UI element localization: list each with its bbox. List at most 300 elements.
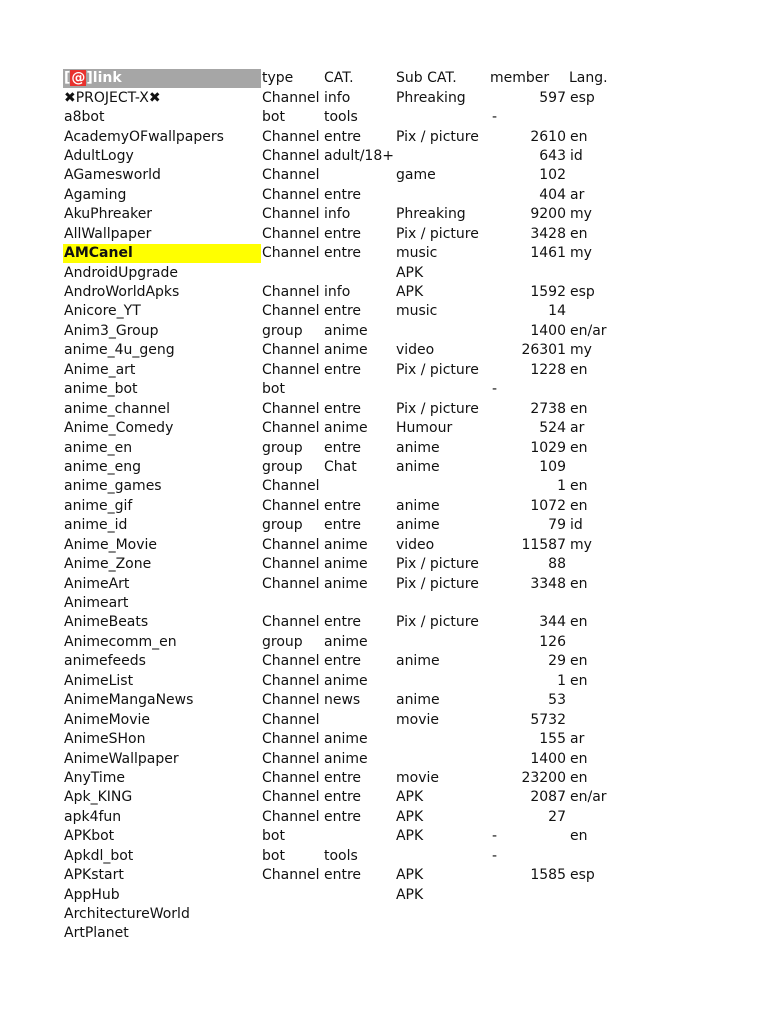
cell-subcat: Phreaking	[395, 89, 466, 106]
cell-type: Channel	[262, 89, 320, 106]
cell-lang	[568, 108, 618, 127]
cell-subcat: Phreaking	[395, 206, 466, 223]
table-row	[63, 536, 618, 555]
cell-member: -	[491, 847, 498, 864]
cell-cat	[323, 594, 395, 613]
cell-link: AnimeSHon	[64, 731, 146, 748]
cell-member	[487, 924, 568, 943]
cell-lang: en	[569, 400, 588, 417]
table-row	[63, 166, 618, 185]
cell-member: 1585	[530, 867, 566, 884]
cell-subcat: anime	[395, 692, 440, 709]
cell-cat: Chat	[324, 458, 357, 475]
cell-type: Channel	[262, 808, 320, 825]
cell-type	[261, 594, 323, 613]
cell-subcat: movie	[395, 711, 439, 728]
table-row	[63, 691, 618, 710]
cell-link: anime_gif	[64, 497, 133, 514]
cell-link: anime_en	[64, 439, 133, 456]
table-row	[63, 633, 618, 652]
cell-subcat: video	[395, 342, 435, 359]
cell-subcat: APK	[395, 808, 424, 825]
cell-type: bot	[262, 828, 285, 845]
cell-link: anime_4u_geng	[64, 342, 175, 359]
cell-cat	[323, 710, 395, 729]
table-row	[63, 108, 618, 127]
cell-link: anime_bot	[64, 381, 138, 398]
cell-subcat: Pix / picture	[395, 128, 479, 145]
header-link-prefix: [	[64, 70, 71, 87]
table-row	[63, 749, 618, 768]
cell-lang: en	[569, 653, 588, 670]
cell-subcat: APK	[395, 284, 424, 301]
cell-member: 2610	[530, 128, 566, 145]
cell-member: 26301	[521, 342, 566, 359]
cell-cat: entre	[324, 128, 362, 145]
cell-type: group	[262, 322, 303, 339]
cell-link: AGamesworld	[64, 167, 161, 184]
cell-type: bot	[262, 109, 285, 126]
cell-cat: tools	[324, 109, 358, 126]
cell-link: AndroidUpgrade	[64, 264, 178, 281]
cell-member: 23200	[521, 769, 566, 786]
cell-link: Anime_art	[64, 361, 136, 378]
cell-subcat: Pix / picture	[395, 361, 479, 378]
cell-member: 29	[548, 653, 566, 670]
header-lang: Lang.	[568, 70, 608, 87]
cell-type: Channel	[262, 653, 320, 670]
cell-cat: anime	[324, 575, 368, 592]
cell-subcat	[395, 594, 487, 613]
cell-link: Animecomm_en	[64, 633, 177, 650]
cell-member	[487, 263, 568, 282]
cell-type: Channel	[262, 769, 320, 786]
cell-link: Anim3_Group	[64, 322, 159, 339]
cell-type: group	[262, 439, 303, 456]
table-row	[63, 847, 618, 866]
cell-lang: my	[569, 342, 592, 359]
cell-type: Channel	[262, 614, 320, 631]
cell-lang: en	[569, 128, 588, 145]
cell-subcat: Pix / picture	[395, 225, 479, 242]
cell-cat	[323, 924, 395, 943]
cell-link: AllWallpaper	[64, 225, 152, 242]
cell-member: 597	[539, 89, 566, 106]
cell-link: anime_channel	[64, 400, 170, 417]
cell-subcat	[395, 322, 487, 341]
cell-member: 27	[548, 808, 566, 825]
cell-link: ArchitectureWorld	[64, 906, 190, 923]
cell-lang	[568, 594, 618, 613]
cell-type: bot	[262, 847, 285, 864]
cell-type: Channel	[262, 711, 320, 728]
cell-cat: anime	[324, 750, 368, 767]
cell-link: AnimeBeats	[64, 614, 149, 631]
cell-type: Channel	[262, 497, 320, 514]
cell-link: apk4fun	[64, 808, 122, 825]
cell-cat: anime	[324, 536, 368, 553]
cell-subcat: movie	[395, 769, 439, 786]
table-row	[63, 788, 618, 807]
cell-subcat: Pix / picture	[395, 556, 479, 573]
table-row	[63, 147, 618, 166]
cell-link: ArtPlanet	[64, 925, 129, 942]
cell-link: AkuPhreaker	[64, 206, 153, 223]
cell-type: Channel	[262, 478, 320, 495]
header-link	[63, 69, 261, 88]
table-row	[63, 613, 618, 632]
cell-lang	[568, 885, 618, 904]
cell-link: ✖PROJECT-X✖	[64, 89, 161, 106]
cell-cat: anime	[324, 342, 368, 359]
cell-lang: ar	[569, 420, 585, 437]
cell-link: Apk_KING	[64, 789, 133, 806]
cell-member: 79	[548, 517, 566, 534]
cell-member: 53	[548, 692, 566, 709]
cell-member: 344	[539, 614, 566, 631]
cell-member: 1592	[530, 284, 566, 301]
table-row	[63, 730, 618, 749]
cell-cat: entre	[324, 867, 362, 884]
cell-lang: en/ar	[569, 789, 607, 806]
cell-cat: entre	[324, 614, 362, 631]
header-cat: CAT.	[324, 70, 354, 87]
cell-lang: en	[569, 828, 588, 845]
cell-link: Anime_Movie	[64, 536, 158, 553]
cell-link: AnyTime	[64, 769, 125, 786]
cell-cat: anime	[324, 420, 368, 437]
table-row	[63, 594, 618, 613]
cell-link: AndroWorldApks	[64, 284, 180, 301]
cell-subcat: anime	[395, 653, 440, 670]
cell-type: Channel	[262, 867, 320, 884]
cell-link: AnimeWallpaper	[64, 750, 179, 767]
cell-type: Channel	[262, 575, 320, 592]
cell-lang	[568, 380, 618, 399]
table-row	[63, 127, 618, 146]
cell-member: 88	[548, 556, 566, 573]
cell-type: Channel	[262, 342, 320, 359]
table-row	[63, 497, 618, 516]
cell-member: 126	[539, 633, 566, 650]
cell-subcat	[395, 108, 487, 127]
cell-cat: entre	[324, 808, 362, 825]
cell-cat: entre	[324, 303, 362, 320]
cell-subcat: APK	[395, 886, 424, 903]
cell-cat: entre	[324, 225, 362, 242]
cell-lang: en	[569, 575, 588, 592]
table-row	[63, 458, 618, 477]
cell-subcat: music	[395, 303, 438, 320]
header-member: member	[489, 70, 550, 87]
cell-type: group	[262, 458, 303, 475]
cell-member: -	[491, 109, 498, 126]
cell-type: group	[262, 633, 303, 650]
cell-link: Apkdl_bot	[64, 847, 134, 864]
cell-cat	[323, 477, 395, 496]
table-row	[63, 225, 618, 244]
table-row	[63, 516, 618, 535]
cell-type: Channel	[262, 672, 320, 689]
table-row	[63, 477, 618, 496]
cell-type: Channel	[262, 167, 320, 184]
cell-lang	[568, 808, 618, 827]
cell-link: APKbot	[64, 828, 115, 845]
cell-subcat	[395, 847, 487, 866]
cell-member	[487, 594, 568, 613]
table-row	[63, 905, 618, 924]
cell-type: Channel	[262, 731, 320, 748]
cell-cat: entre	[324, 186, 362, 203]
table-row	[63, 205, 618, 224]
cell-subcat: Humour	[395, 420, 453, 437]
table-row	[63, 283, 618, 302]
cell-link: Anime_Zone	[64, 556, 152, 573]
cell-cat: anime	[324, 633, 368, 650]
cell-member: 1228	[530, 361, 566, 378]
table-row	[63, 574, 618, 593]
cell-subcat: anime	[395, 439, 440, 456]
cell-link: Anicore_YT	[64, 303, 141, 320]
cell-member: 5732	[530, 711, 566, 728]
cell-type: Channel	[262, 303, 320, 320]
cell-member: 643	[539, 147, 566, 164]
cell-cat: info	[324, 206, 351, 223]
cell-member: 11587	[521, 536, 566, 553]
cell-type: Channel	[262, 186, 320, 203]
cell-lang: en	[569, 478, 588, 495]
table-row	[63, 399, 618, 418]
cell-lang	[568, 166, 618, 185]
cell-lang	[568, 263, 618, 282]
cell-link: anime_eng	[64, 458, 141, 475]
cell-cat: entre	[324, 245, 362, 262]
table-row	[63, 419, 618, 438]
table-row	[63, 438, 618, 457]
cell-lang: en/ar	[569, 322, 607, 339]
cell-subcat: APK	[395, 789, 424, 806]
table-row	[63, 652, 618, 671]
cell-link: animefeeds	[64, 653, 146, 670]
cell-lang: my	[569, 206, 592, 223]
cell-lang: en	[569, 769, 588, 786]
cell-type: group	[262, 517, 303, 534]
cell-type	[261, 905, 323, 924]
cell-type: Channel	[262, 206, 320, 223]
table-row	[63, 380, 618, 399]
cell-subcat	[395, 477, 487, 496]
cell-subcat: APK	[395, 828, 424, 845]
cell-cat: entre	[324, 439, 362, 456]
cell-member: 3348	[530, 575, 566, 592]
cell-subcat: anime	[395, 458, 440, 475]
cell-subcat: APK	[395, 867, 424, 884]
cell-lang: esp	[569, 89, 595, 106]
cell-cat: adult/18+	[324, 147, 394, 164]
cell-cat: tools	[324, 847, 358, 864]
cell-type: Channel	[262, 128, 320, 145]
cell-lang	[568, 302, 618, 321]
cell-link: AppHub	[64, 886, 120, 903]
table-row	[63, 710, 618, 729]
cell-member: 404	[539, 186, 566, 203]
cell-cat: entre	[324, 400, 362, 417]
cell-cat: entre	[324, 517, 362, 534]
cell-link: AcademyOFwallpapers	[64, 128, 224, 145]
cell-link: APKstart	[64, 867, 124, 884]
cell-lang	[568, 847, 618, 866]
cell-type: bot	[262, 381, 285, 398]
cell-cat: anime	[324, 556, 368, 573]
cell-type: Channel	[262, 692, 320, 709]
table-row	[63, 244, 618, 263]
cell-subcat: anime	[395, 497, 440, 514]
cell-member: 155	[539, 731, 566, 748]
cell-cat: anime	[324, 322, 368, 339]
cell-member: 3428	[530, 225, 566, 242]
cell-lang: ar	[569, 731, 585, 748]
cell-member: 2738	[530, 400, 566, 417]
cell-member: 1400	[530, 750, 566, 767]
cell-lang	[568, 458, 618, 477]
cell-member	[487, 905, 568, 924]
table-row	[63, 769, 618, 788]
table-row	[63, 322, 618, 341]
cell-lang	[568, 924, 618, 943]
header-link-at: @	[71, 70, 86, 87]
header-type: type	[262, 70, 294, 87]
header-link-suffix: ]link	[86, 70, 122, 87]
cell-subcat	[395, 730, 487, 749]
cell-subcat	[395, 380, 487, 399]
cell-type: Channel	[262, 245, 320, 262]
cell-type: Channel	[262, 147, 320, 164]
cell-cat: entre	[324, 361, 362, 378]
table-row	[63, 341, 618, 360]
cell-link: Animeart	[64, 595, 129, 612]
cell-subcat: Pix / picture	[395, 400, 479, 417]
table-row	[63, 555, 618, 574]
table-row	[63, 924, 618, 943]
cell-subcat	[395, 924, 487, 943]
cell-cat	[323, 166, 395, 185]
cell-lang: esp	[569, 867, 595, 884]
cell-type: Channel	[262, 400, 320, 417]
cell-lang: en	[569, 672, 588, 689]
cell-subcat	[395, 672, 487, 691]
cell-subcat	[395, 749, 487, 768]
cell-cat: entre	[324, 769, 362, 786]
cell-member: -	[491, 828, 498, 845]
cell-type	[261, 924, 323, 943]
cell-link: anime_games	[64, 478, 162, 495]
cell-type: Channel	[262, 556, 320, 573]
table-row	[63, 361, 618, 380]
cell-cat: entre	[324, 497, 362, 514]
table-row	[63, 263, 618, 282]
header-row	[63, 69, 618, 88]
cell-link: Agaming	[64, 186, 127, 203]
cell-member: 1	[557, 478, 566, 495]
table-row	[63, 827, 618, 846]
cell-subcat: APK	[395, 264, 424, 281]
cell-member: 109	[539, 458, 566, 475]
cell-type: Channel	[262, 284, 320, 301]
cell-cat: entre	[324, 653, 362, 670]
cell-type: Channel	[262, 789, 320, 806]
cell-lang	[568, 555, 618, 574]
cell-lang: id	[569, 517, 583, 534]
cell-member: 14	[548, 303, 566, 320]
cell-lang: my	[569, 245, 592, 262]
cell-link: anime_id	[64, 517, 128, 534]
cell-link: AMCanel	[63, 244, 261, 263]
cell-member: 524	[539, 420, 566, 437]
cell-type: Channel	[262, 361, 320, 378]
table-row	[63, 302, 618, 321]
cell-lang: en	[569, 439, 588, 456]
cell-lang: en	[569, 225, 588, 242]
cell-lang	[568, 691, 618, 710]
cell-lang: en	[569, 497, 588, 514]
channel-list-sheet	[63, 69, 618, 944]
cell-link: a8bot	[64, 109, 105, 126]
cell-type: Channel	[262, 750, 320, 767]
cell-subcat: video	[395, 536, 435, 553]
table-row	[63, 186, 618, 205]
cell-member: 1029	[530, 439, 566, 456]
cell-subcat	[395, 633, 487, 652]
cell-subcat	[395, 147, 487, 166]
cell-lang: ar	[569, 186, 585, 203]
cell-link: AdultLogy	[64, 147, 134, 164]
cell-subcat: Pix / picture	[395, 575, 479, 592]
cell-cat: anime	[324, 672, 368, 689]
cell-member: 1400	[530, 322, 566, 339]
cell-cat: info	[324, 284, 351, 301]
cell-subcat: Pix / picture	[395, 614, 479, 631]
cell-link: AnimeList	[64, 672, 134, 689]
cell-cat	[323, 905, 395, 924]
cell-type: Channel	[262, 420, 320, 437]
table-row	[63, 866, 618, 885]
cell-subcat: game	[395, 167, 436, 184]
cell-cat: news	[324, 692, 361, 709]
cell-link: AnimeMangaNews	[64, 692, 194, 709]
header-subcat: Sub CAT.	[395, 70, 457, 87]
cell-type	[261, 885, 323, 904]
cell-cat: anime	[324, 731, 368, 748]
cell-subcat: music	[395, 245, 438, 262]
cell-member: -	[491, 381, 498, 398]
cell-cat	[323, 885, 395, 904]
cell-lang	[568, 633, 618, 652]
cell-member: 9200	[530, 206, 566, 223]
cell-lang: en	[569, 614, 588, 631]
cell-cat	[323, 380, 395, 399]
cell-link: AnimeArt	[64, 575, 130, 592]
cell-member: 2087	[530, 789, 566, 806]
cell-cat	[323, 827, 395, 846]
table-row	[63, 672, 618, 691]
cell-subcat	[395, 186, 487, 205]
table-row	[63, 808, 618, 827]
cell-subcat	[395, 905, 487, 924]
cell-subcat: anime	[395, 517, 440, 534]
cell-member: 1072	[530, 497, 566, 514]
cell-lang: en	[569, 750, 588, 767]
cell-lang: esp	[569, 284, 595, 301]
